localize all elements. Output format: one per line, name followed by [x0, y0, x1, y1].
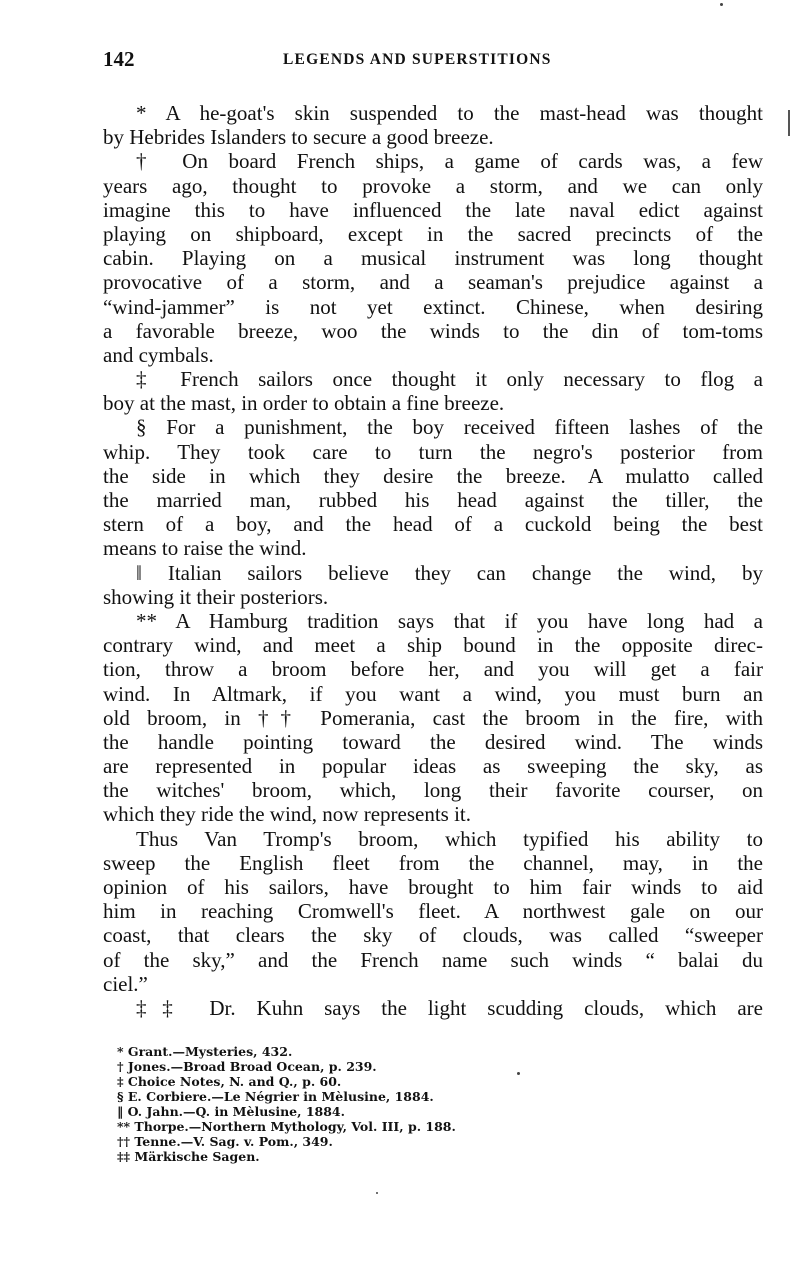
- text-line: imagine this to have influenced the late naval edict against: [103, 197, 763, 222]
- text-line: stern of a boy, and the head of a cuckold being the best: [103, 512, 763, 537]
- text-line: ‡ French sailors once thought it only necessary to flog a: [136, 367, 763, 392]
- page-number: 142: [103, 47, 135, 71]
- text-line: him in reaching Cromwell's fleet. A northwest gale on our: [103, 899, 763, 924]
- text-line: means to raise the wind.: [103, 536, 307, 561]
- text-line: provocative of a storm, and a seaman's prejudice against a: [103, 270, 763, 295]
- text-line: of the sky,” and the French name such winds “ balai du: [103, 947, 763, 972]
- text-line: the married man, rubbed his head against the tiller, the: [103, 488, 763, 512]
- text-line: contrary wind, and meet a ship bound in the opposite direc-: [103, 633, 763, 658]
- text-line: a favorable breeze, woo the winds to the din of tom-toms: [103, 318, 763, 343]
- text-line: and cymbals.: [103, 342, 214, 367]
- paragraph: [103, 367, 763, 415]
- text-line: sweep the English fleet from the channel, may, in the: [103, 850, 763, 875]
- footnote: ‡ Choice Notes, N. and Q., p. 60.: [117, 1074, 342, 1089]
- scan-speck: [517, 1072, 520, 1075]
- text-line: are represented in popular ideas as sweeping the sky, as: [103, 754, 763, 779]
- text-line: § For a punishment, the boy received fifteen lashes of the: [136, 415, 763, 440]
- text-line: wind. In Altmark, if you want a wind, you must burn an: [103, 681, 763, 706]
- text-line: opinion of his sailors, have brought to him fair winds to aid: [103, 875, 763, 899]
- text-line: ** A Hamburg tradition says that if you have long had a: [136, 608, 763, 633]
- text-line: years ago, thought to provoke a storm, and we can only: [103, 173, 763, 198]
- text-line: tion, throw a broom before her, and you will get a fair: [103, 657, 763, 682]
- text-line: the witches' broom, which, long their favorite courser, on: [103, 778, 763, 803]
- footnotes: [117, 1044, 456, 1164]
- text-line: the handle pointing toward the desired wind. The winds: [103, 729, 763, 754]
- paragraph: [103, 415, 763, 560]
- paragraph: [103, 827, 763, 996]
- footnote: † Jones.—Broad Broad Ocean, p. 239.: [117, 1059, 377, 1074]
- text-line: cabin. Playing on a musical instrument was long thought: [103, 246, 763, 271]
- footnote: ‖ O. Jahn.—Q. in Mèlusine, 1884.: [117, 1104, 345, 1119]
- text-line: coast, that clears the sky of clouds, was called “sweeper: [103, 923, 763, 948]
- text-line: ‖ Italian sailors believe they can change the wind, by: [136, 560, 763, 585]
- scan-speck: [376, 1192, 378, 1194]
- scan-speck: [720, 3, 723, 6]
- scan-edge-mark: [788, 110, 790, 136]
- text-line: “wind-jammer” is not yet extinct. Chinese, when desiring: [103, 294, 763, 319]
- paragraph: [103, 561, 763, 609]
- paragraph: [103, 101, 763, 149]
- footnote: ** Thorpe.—Northern Mythology, Vol. III, p. 188.: [117, 1119, 456, 1134]
- page-header: [103, 47, 763, 73]
- paragraph: [103, 609, 763, 827]
- text-line: ‡‡ Dr. Kuhn says the light scudding clouds, which are: [136, 995, 763, 1020]
- paragraph: [103, 996, 763, 1020]
- body-text: [103, 101, 763, 1020]
- text-line: * A he-goat's skin suspended to the mast-head was thought: [136, 101, 763, 125]
- text-line: old broom, in †† Pomerania, cast the broom in the fire, with: [103, 705, 763, 730]
- text-line: ciel.”: [103, 971, 148, 996]
- footnote: †† Tenne.—V. Sag. v. Pom., 349.: [117, 1134, 333, 1149]
- footnote: § E. Corbiere.—Le Négrier in Mèlusine, 1884.: [117, 1089, 434, 1104]
- footnote: * Grant.—Mysteries, 432.: [117, 1044, 293, 1059]
- running-title: LEGENDS AND SUPERSTITIONS: [283, 51, 552, 68]
- text-line: whip. They took care to turn the negro's posterior from: [103, 439, 763, 464]
- text-line: playing on shipboard, except in the sacred precincts of the: [103, 221, 763, 246]
- paragraph: [103, 149, 763, 367]
- text-line: boy at the mast, in order to obtain a fine breeze.: [103, 391, 505, 416]
- text-line: by Hebrides Islanders to secure a good breeze.: [103, 125, 494, 150]
- text-line: Thus Van Tromp's broom, which typified his ability to: [136, 826, 763, 851]
- text-line: showing it their posteriors.: [103, 584, 329, 609]
- text-line: the side in which they desire the breeze. A mulatto called: [103, 463, 763, 488]
- text-line: which they ride the wind, now represents it.: [103, 802, 471, 827]
- footnote: ‡‡ Märkische Sagen.: [117, 1149, 260, 1164]
- text-line: † On board French ships, a game of cards was, a few: [136, 149, 763, 174]
